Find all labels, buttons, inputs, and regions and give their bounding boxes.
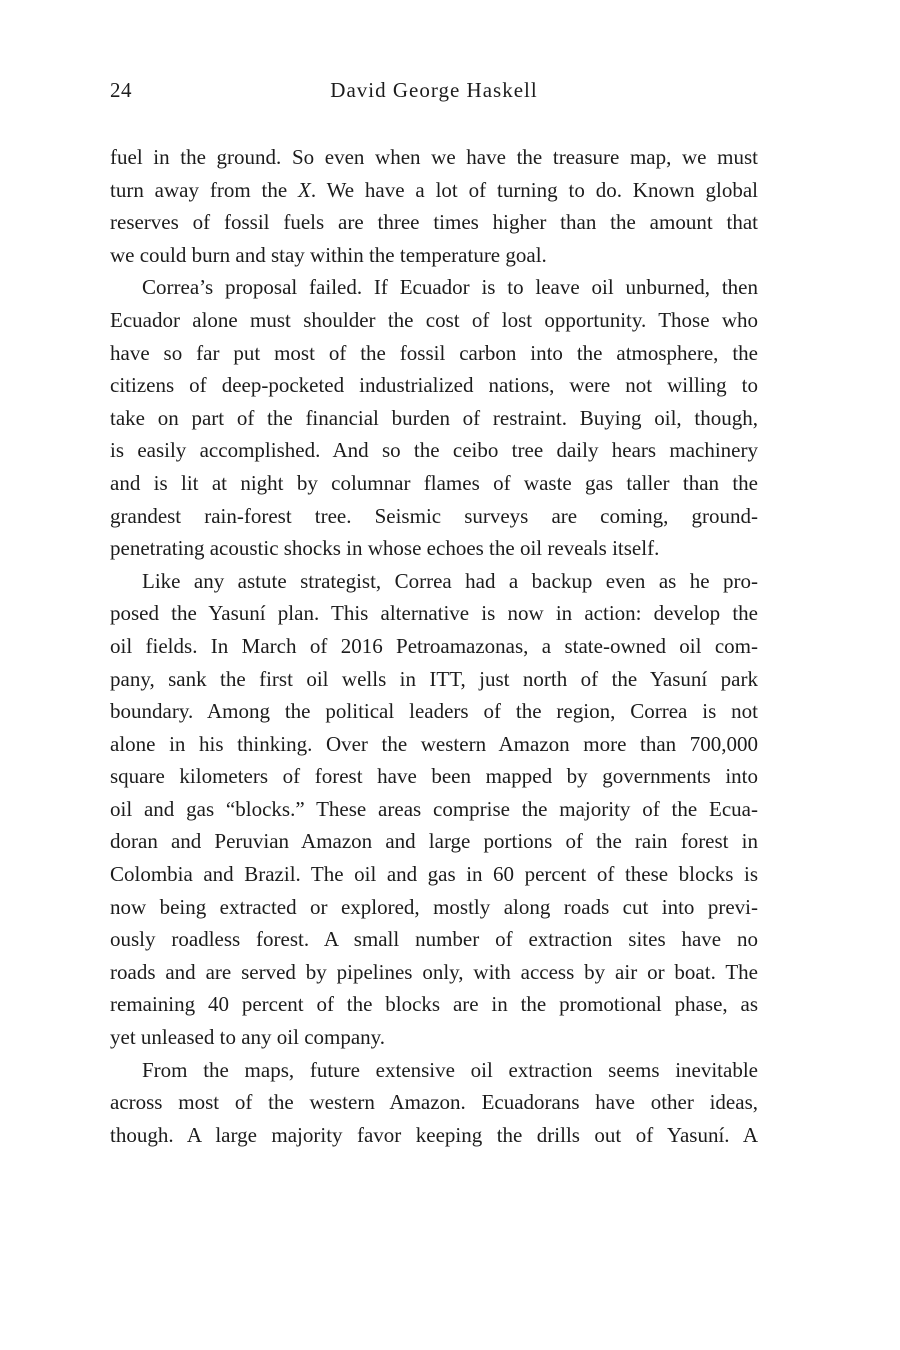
- text-line: Colombia and Brazil. The oil and gas in 60 percent of these blocks is: [110, 862, 758, 887]
- paragraph: [110, 565, 758, 1054]
- text-line: square kilometers of forest have been mapped by governments into: [110, 764, 758, 789]
- italic-x: X: [298, 177, 311, 202]
- text-line: boundary. Among the political leaders of the region, Correa is not: [110, 699, 758, 724]
- text-line: reserves of fossil fuels are three times higher than the amount that: [110, 210, 758, 235]
- text-line: yet unleased to any oil company.: [110, 1025, 386, 1050]
- text-line: oil fields. In March of 2016 Petroamazonas, a state-owned oil com-: [110, 633, 758, 658]
- text-line: and is lit at night by columnar flames of waste gas taller than the: [110, 470, 758, 495]
- text-line: alone in his thinking. Over the western Amazon more than 700,000: [110, 731, 758, 756]
- body-text: [110, 141, 758, 1151]
- paragraph: [110, 1054, 758, 1152]
- text-line: doran and Peruvian Amazon and large portions of the rain forest in: [110, 829, 758, 854]
- running-title: David George Haskell: [330, 78, 538, 102]
- text-line: pany, sank the first oil wells in ITT, just north of the Yasuní park: [110, 666, 758, 691]
- text-line: is easily accomplished. And so the ceibo tree daily hears machinery: [110, 438, 758, 463]
- page-number: 24: [110, 78, 132, 102]
- text-line: ously roadless forest. A small number of extraction sites have no: [110, 927, 758, 952]
- text-line: fuel in the ground. So even when we have the treasure map, we must: [110, 145, 758, 169]
- text-line: grandest rain-forest tree. Seismic surveys are coming, ground-: [110, 503, 758, 528]
- text-line: citizens of deep-pocketed industrialized nations, were not willing to: [110, 373, 758, 398]
- text-line: penetrating acoustic shocks in whose echoes the oil reveals itself.: [110, 536, 660, 561]
- text-line: Correa’s proposal failed. If Ecuador is to leave oil unburned, then: [142, 275, 758, 300]
- book-page: [110, 78, 758, 1151]
- text-line: we could burn and stay within the temperature goal.: [110, 242, 547, 267]
- text-line: Like any astute strategist, Correa had a backup even as he pro-: [142, 568, 758, 593]
- running-head: [110, 78, 758, 108]
- text-line: now being extracted or explored, mostly along roads cut into previ-: [110, 894, 758, 919]
- text-line: turn away from the X. We have a lot of turning to do. Known global: [110, 177, 758, 202]
- text-line: posed the Yasuní plan. This alternative is now in action: develop the: [110, 601, 758, 626]
- text-line: though. A large majority favor keeping the drills out of Yasuní. A: [110, 1122, 758, 1147]
- text-line: across most of the western Amazon. Ecuadorans have other ideas,: [110, 1090, 758, 1115]
- text-line: remaining 40 percent of the blocks are in the promotional phase, as: [110, 992, 758, 1017]
- text-line: roads and are served by pipelines only, with access by air or boat. The: [110, 959, 758, 984]
- paragraph: [110, 271, 758, 564]
- text-line: From the maps, future extensive oil extraction seems inevitable: [142, 1057, 758, 1082]
- text-line: Ecuador alone must shoulder the cost of lost opportunity. Those who: [110, 307, 758, 332]
- text-line: oil and gas “blocks.” These areas comprise the majority of the Ecua-: [110, 796, 758, 821]
- paragraph: [110, 141, 758, 271]
- text-line: take on part of the financial burden of restraint. Buying oil, though,: [110, 405, 758, 430]
- text-line: have so far put most of the fossil carbon into the atmosphere, the: [110, 340, 758, 365]
